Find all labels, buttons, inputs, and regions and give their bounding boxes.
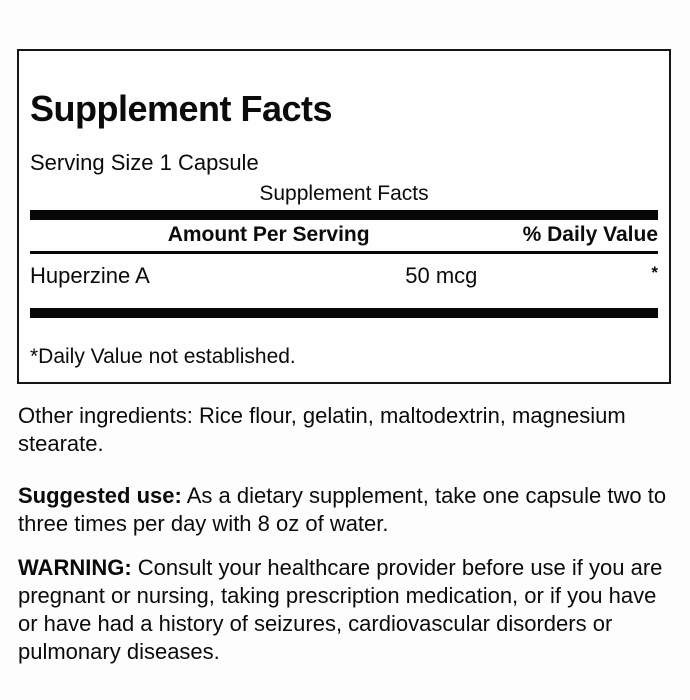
panel-title: Supplement Facts (30, 88, 333, 129)
ingredient-name: Huperzine A (30, 263, 150, 289)
warning-paragraph (18, 554, 674, 666)
supplement-facts-panel (17, 49, 671, 384)
label-body-copy (18, 402, 674, 666)
suggested-use-text: As a dietary supplement, take one capsule two to three times per day with 8 oz of water. (18, 483, 667, 536)
bottom-divider-bar (30, 308, 658, 318)
serving-size-text: Serving Size 1 Capsule (30, 149, 259, 175)
table-row (30, 254, 658, 304)
table-header-row (30, 220, 658, 251)
daily-value-header: % Daily Value (522, 223, 658, 247)
ingredient-amount: 50 mcg (405, 263, 478, 289)
warning-lead: WARNING: (18, 555, 132, 580)
top-divider-bar (30, 210, 658, 220)
table-title: Supplement Facts (259, 181, 429, 205)
suggested-use-lead: Suggested use: (18, 483, 182, 508)
warning-text: Consult your healthcare provider before use if you are pregnant or nursing, taking prescription medication, or if you have or have had a history of seizures, cardiovascular disorders or pulmonary diseases. (18, 555, 663, 664)
other-ingredients-paragraph (18, 402, 674, 458)
other-ingredients-lead: Other ingredients: (18, 403, 193, 428)
amount-per-serving-header: Amount Per Serving (167, 223, 370, 247)
other-ingredients-text: Rice flour, gelatin, maltodextrin, magnesium stearate. (18, 403, 626, 456)
ingredient-daily-value (507, 263, 658, 291)
suggested-use-paragraph (18, 482, 674, 538)
daily-value-footnote: *Daily Value not established. (30, 345, 296, 369)
daily-value-asterisk: * (651, 263, 658, 283)
